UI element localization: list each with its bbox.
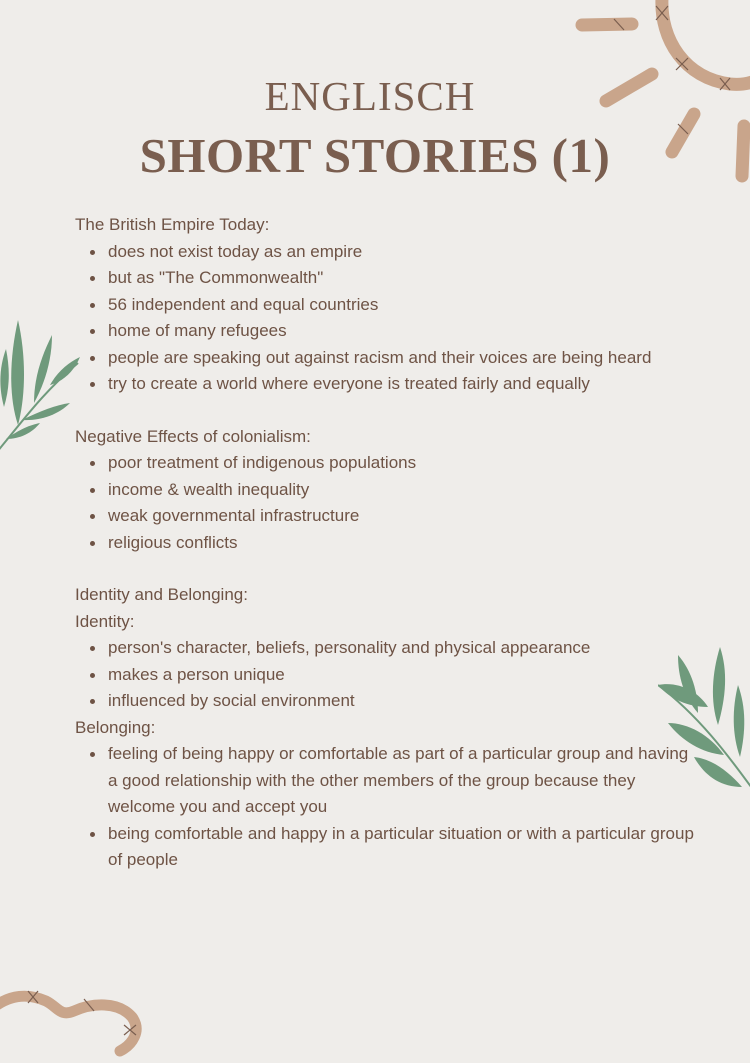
spacer [75,398,695,424]
list-item: 56 independent and equal countries [108,292,695,319]
subheading-identity: Identity: [75,611,135,631]
content [75,212,695,874]
squiggle-icon [0,985,145,1063]
section-heading-identity-belonging: Identity and Belonging: [75,585,248,604]
list-item: home of many refugees [108,318,695,345]
colonialism-list [75,450,695,556]
list-item: religious conflicts [108,530,695,557]
page-title: SHORT STORIES (1) [139,128,611,183]
section-heading-colonialism: Negative Effects of colonialism: [75,426,311,446]
list-item: income & wealth inequality [108,477,695,504]
list-item: try to create a world where everyone is treated fairly and equally [108,371,695,398]
spacer [75,556,695,582]
list-item: makes a person unique [108,662,695,689]
list-item: influenced by social environment [108,688,695,715]
identity-list [75,635,695,715]
list-item: but as "The Commonwealth" [108,265,695,292]
list-item: person's character, beliefs, personality and physical appearance [108,635,695,662]
subheading-belonging: Belonging: [75,717,156,737]
list-item: feeling of being happy or comfortable as part of a particular group and having a good relationship with the other members of the group because they welcome you and accept you [108,741,695,821]
list-item: weak governmental infrastructure [108,503,695,530]
section-heading-empire: The British Empire Today: [75,215,270,234]
list-item: does not exist today as an empire [108,239,695,266]
list-item: people are speaking out against racism and their voices are being heard [108,345,695,372]
list-item: being comfortable and happy in a particular situation or with a particular group of people [108,821,695,874]
empire-list [75,239,695,398]
page-title-subject: ENGLISCH [264,73,476,119]
belonging-list [75,741,695,874]
leaf-branch-icon [0,315,82,460]
list-item: poor treatment of indigenous populations [108,450,695,477]
